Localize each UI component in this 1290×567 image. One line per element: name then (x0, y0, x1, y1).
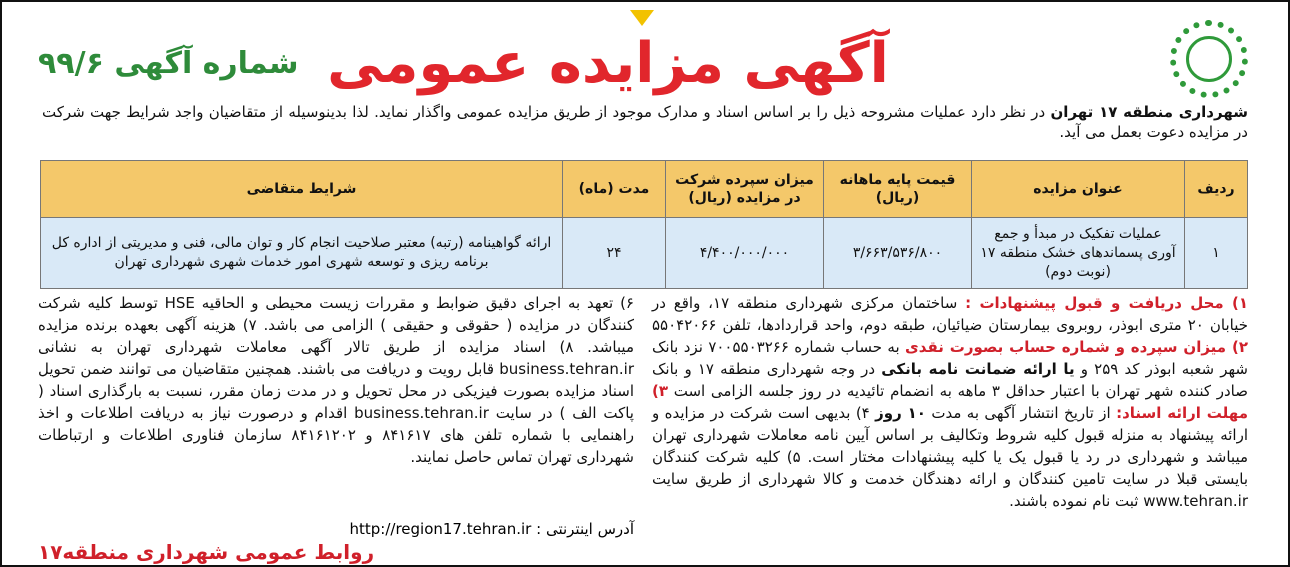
col-header-conditions: شرایط متقاضی (41, 161, 563, 218)
section-2-text-2: در وجه شهرداری منطقه ۱۷ و بانک صادر کننده شهر تهران با اعتبار حداقل ۳ ماهه به انضمام تائیدیه در روز جلسه الزامی است (652, 360, 1248, 400)
footer-signature: روابط عمومی شهرداری منطقه۱۷ (38, 540, 375, 564)
cell-conditions: ارائه گواهینامه (رتبه) معتبر صلاحیت انجام کار و توان مالی، فنی و مدیریتی از اداره کل برنامه ریزی و توسعه شهری امور خدمات شهری شهرداری تهران (41, 218, 563, 289)
body-column-right (652, 292, 1248, 512)
intro-org: شهرداری منطقه ۱۷ تهران (1050, 103, 1248, 121)
col-header-row: ردیف (1185, 161, 1248, 218)
body-columns (38, 292, 1249, 510)
section-6-text: ۶) تعهد به اجرای دقیق ضوابط و مقررات زیست محیطی و الحاقیه HSE توسط کلیه شرکت کنندگان در مزایده ( حقوقی و حقیقی ) الزامی می باشد. (38, 294, 634, 334)
section-3-bold: ۱۰ روز (875, 404, 926, 422)
col-header-duration: مدت (ماه) (563, 161, 666, 218)
intro-paragraph (42, 102, 1248, 142)
section-2-text: به حساب شماره ۷۰۰۵۵۰۳۲۶۶ نزد بانک شهر شعبه ابوذر کد ۲۵۹ و (652, 338, 1249, 378)
section-7-text: ۷) هزینه آگهی بعهده برنده مزایده میباشد. (38, 316, 634, 356)
auction-table (40, 160, 1248, 289)
cell-deposit: ۴/۴۰۰/۰۰۰/۰۰۰ (666, 218, 824, 289)
table-header-row (41, 161, 1248, 218)
ad-number: شماره آگهی ۹۹/۶ (38, 46, 299, 81)
section-2-bold: یا ارائه ضمانت نامه بانکی (881, 360, 1075, 378)
body-column-left (38, 292, 634, 468)
section-8-text: ۸) اسناد مزایده از طریق تالار آگهی معاملات شهرداری تهران به نشانی business.tehran.ir قابل رویت و دریافت می باشند. همچنین متقاضیان می توانند ضمن تحویل اسناد مزایده بصورت فیزیکی در محل تحویل و در مدت زمان مقرر، نسبت به بارگذاری اسناد ( پاکت الف ) در سایت business.tehran.ir اقدام و درصورت نیاز به دریافت اطلاعات و اخذ راهنمایی با شماره تلفن های ۸۴۱۶۱۷ و ۸۴۱۶۱۲۰۲ سازمان فناوری اطلاعات و ارتباطات شهرداری تهران تماس حاصل نمایند. (38, 338, 634, 466)
cell-duration: ۲۴ (563, 218, 666, 289)
intro-text: در نظر دارد عملیات مشروحه ذیل را بر اساس اسناد و مدارک موجود از طریق مزایده عمومی واگذار نماید. لذا بدینوسیله از متقاضیان واجد شرایط جهت شرکت در مزایده دعوت بعمل می آید. (42, 103, 1248, 141)
section-5-text: ۵) کلیه شرکت کنندگان بایستی قبلا در سایت تامین کنندگان و ارائه دهندگان خدمت و کالا شهرداری از طریق سایت www.tehran.ir ثبت نام نموده باشند. (652, 448, 1248, 510)
top-notch-decoration (630, 10, 654, 26)
tehran-municipality-logo-icon (1170, 20, 1248, 98)
ad-title: آگهی مزایده عمومی (327, 31, 889, 96)
col-header-base-price: قیمت پایه ماهانه (ریال) (824, 161, 972, 218)
logo-inner-ring (1186, 36, 1232, 82)
website-row (38, 520, 634, 538)
section-1-text: ساختمان مرکزی شهرداری منطقه ۱۷، واقع در خیابان ۲۰ متری ابوذر، روبروی بیمارستان ضیائیان، طبقه دوم، واحد قراردادها، تلفن ۵۵۰۴۲۰۶۶ (652, 294, 1248, 334)
table-row (41, 218, 1248, 289)
section-3-text: از تاریخ انتشار آگهی به مدت (925, 404, 1117, 422)
section-4-text: ۴) بدیهی است شرکت در مزایده و ارائه پیشنهاد به منزله قبول کلیه شروط وتکالیف بر اساس آیین نامه معاملات شهرداری تهران میباشد و شهرداری در رد یا قبول یک یا کلیه پیشنهادات مختار است. (652, 404, 1249, 466)
cell-row: ۱ (1185, 218, 1248, 289)
section-3-label: ۳) مهلت ارائه اسناد: (652, 382, 1248, 422)
cell-base-price: ۳/۶۶۳/۵۳۶/۸۰۰ (824, 218, 972, 289)
section-2-label: ۲) میزان سپرده و شماره حساب بصورت نقدی (905, 338, 1248, 356)
website-label: آدرس اینترنتی : (536, 520, 634, 538)
col-header-deposit: میزان سپرده شرکت در مزایده (ریال) (666, 161, 824, 218)
cell-title: عملیات تفکیک در مبدأ و جمع آوری پسماندهای خشک منطقه ۱۷ (نوبت دوم) (972, 218, 1185, 289)
col-header-title: عنوان مزایده (972, 161, 1185, 218)
website-link[interactable]: http://region17.tehran.ir (349, 520, 532, 538)
section-1-label: ۱) محل دریافت و قبول پیشنهادات : (965, 294, 1249, 312)
